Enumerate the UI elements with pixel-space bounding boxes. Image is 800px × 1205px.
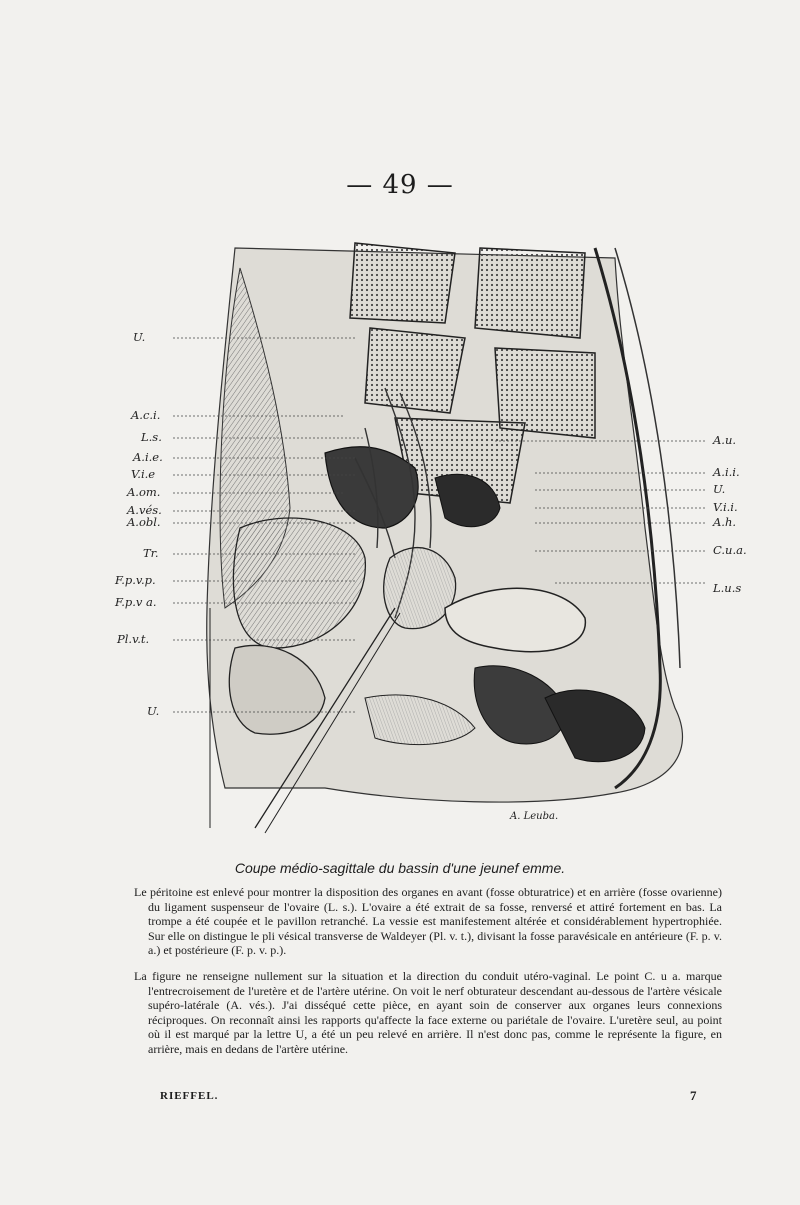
label-plvt: Pl.v.t. <box>117 632 150 646</box>
label-fpvp: F.p.v.p. <box>115 573 156 587</box>
label-lus: L.u.s <box>713 581 742 595</box>
footer-signature-number: 7 <box>690 1088 697 1103</box>
label-u-right: U. <box>713 482 726 496</box>
figure-caption: Coupe médio-sagittale du bassin d'une jeunef emme. <box>234 860 566 876</box>
label-ah: A.h. <box>713 515 737 529</box>
label-aie: A.i.e. <box>133 450 163 464</box>
label-au: A.u. <box>713 433 737 447</box>
anatomical-figure <box>115 228 775 838</box>
label-u-lower: U. <box>147 704 160 718</box>
label-tr: Tr. <box>143 546 159 560</box>
label-aii: A.i.i. <box>713 465 740 479</box>
label-cua: C.u.a. <box>713 543 747 557</box>
label-fpva: F.p.v a. <box>115 595 157 609</box>
footer-author: RIEFFEL. <box>160 1090 219 1102</box>
label-aves: A.vés. <box>127 503 162 517</box>
label-aci: A.c.i. <box>131 408 161 422</box>
anatomical-drawing <box>115 228 775 838</box>
label-vie: V.i.e <box>131 467 156 481</box>
paragraph-1: Le péritoine est enlevé pour montrer la disposition des organes en avant (fosse obturatrice) et en arrière (fosse ovarienne) du ligament suspenseur de l'ovaire (L. s.). L'ovaire a été extrait de sa fosse, renversé et attiré fortement en bas. La trompe a été coupée et le pavillon retranché. La vessie est manifestement altérée et considérablement hypertrophiée. Sur elle on distingue le pli vésical transverse de Waldeyer (Pl. v. t.), divisant la fosse paravésicale en antérieure (F. p. v. a.) et postérieure (F. p. v. p.). <box>134 885 722 958</box>
label-aom: A.om. <box>127 485 161 499</box>
artist-signature: A. Leuba. <box>510 811 559 822</box>
label-vii: V.i.i. <box>713 500 738 514</box>
label-u: U. <box>133 330 146 344</box>
label-aobl: A.obl. <box>127 515 161 529</box>
label-ls: L.s. <box>141 430 162 444</box>
page-number: — 49 — <box>346 170 454 200</box>
paragraph-2: La figure ne renseigne nullement sur la situation et la direction du conduit utéro-vaginal. Le point C. u a. marque l'entrecroisement de l'uretère et de l'artère utérine. On voit le nerf obturateur descendant au-dessous de l'artère vésicale supéro-latérale (A. vés.). J'ai disséqué cette pièce, en ayant soin de conserver aux organes leurs connexions réciproques. On reconnaît ainsi les rapports qu'affecte la face externe ou pariétale de l'ovaire. L'uretère seul, au point où il est marqué par la lettre U, a été un peu relevé en arrière. Il n'est donc pas, comme le représente la figure, en arrière, mais en dedans de l'artère utérine. <box>134 969 722 1056</box>
